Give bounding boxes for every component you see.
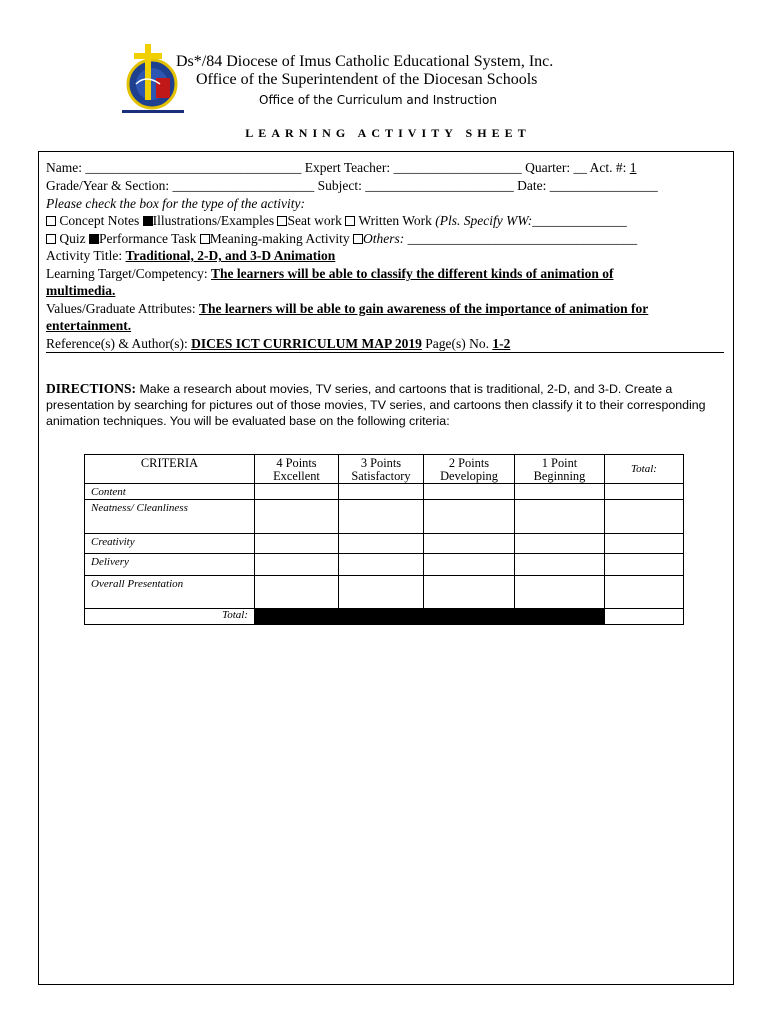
table-row [85,534,684,554]
rubric-table [84,454,684,625]
directions [46,381,726,429]
subject-label: Subject: [317,178,362,193]
points-2-label: 2 Points [448,456,490,470]
form-row-grade [46,177,658,194]
directions-text: Make a research about movies, TV series, and cartoons that is traditional, 2-D, and 3-D. Create a presentation by searching for pictures out of those movies, TV series, and cartoons then classify it to their corresponding animation techniques. You will be evaluated base on the following criteria: [46,382,706,428]
header-suboffice: Office of the Curriculum and Instruction [259,93,497,107]
table-total-row [85,609,684,625]
concept-notes-label: Concept Notes [59,213,140,228]
points-4-level: Excellent [273,469,320,483]
illustrations-checkbox[interactable] [143,216,153,226]
performance-task-checkbox[interactable] [89,234,99,244]
section-divider [46,352,724,353]
seat-work-label: Seat work [287,213,342,228]
check-instruction: Please check the box for the type of the activity: [46,196,306,211]
learning-target-label: Learning Target/Competency: [46,266,208,281]
meaning-making-label: Meaning-making Activity [209,231,350,246]
total-cell[interactable] [605,534,684,554]
date-field[interactable]: ________________ [549,178,658,193]
activity-type-row-2 [46,230,637,247]
values-continued: entertainment. [46,318,132,333]
expert-teacher-field[interactable]: ___________________ [393,160,522,175]
values-row [46,300,648,317]
others-field[interactable]: __________________________________ [407,231,638,246]
score-cell[interactable] [515,484,605,500]
expert-teacher-label: Expert Teacher: [304,160,391,175]
criterion-overall: Overall Presentation [85,576,255,609]
values-value: The learners will be able to gain awareness of the importance of animation for [198,301,649,316]
pages-label: Page(s) No. [425,336,489,351]
table-row [85,484,684,500]
points-1-header [515,455,605,484]
diocese-logo [116,40,196,120]
score-cell[interactable] [255,576,339,609]
criterion-neatness: Neatness/ Cleanliness [85,500,255,534]
date-label: Date: [517,178,547,193]
total-header: Total: [605,455,684,484]
table-row [85,554,684,576]
points-2-header [424,455,515,484]
score-cell[interactable] [339,554,424,576]
grand-total-label: Total: [85,609,255,625]
score-cell[interactable] [339,534,424,554]
directions-label: DIRECTIONS: [46,381,137,396]
activity-title-row [46,247,335,264]
grand-total-cell[interactable] [605,609,684,625]
blacked-out-cell [255,609,605,625]
header-office: Office of the Superintendent of the Diocesan Schools [196,71,538,88]
table-row [85,576,684,609]
score-cell[interactable] [255,484,339,500]
learning-target-continued: multimedia. [46,283,116,298]
performance-task-label: Performance Task [99,231,197,246]
score-cell[interactable] [424,500,515,534]
score-cell[interactable] [515,534,605,554]
reference-value: DICES ICT CURRICULUM MAP 2019 [191,336,422,351]
act-number-value: 1 [629,160,637,175]
illustrations-label: Illustrations/Examples [152,213,275,228]
activity-type-row-1 [46,212,627,229]
quiz-checkbox[interactable] [46,234,56,244]
criterion-content: Content [85,484,255,500]
criterion-creativity: Creativity [85,534,255,554]
activity-title-label: Activity Title: [46,248,123,263]
subject-field[interactable]: ______________________ [365,178,514,193]
points-3-level: Satisfactory [351,469,411,483]
points-4-label: 4 Points [276,456,317,470]
points-3-header [339,455,424,484]
points-4-header [255,455,339,484]
others-checkbox[interactable] [353,234,363,244]
score-cell[interactable] [255,534,339,554]
score-cell[interactable] [339,500,424,534]
activity-title-value: Traditional, 2-D, and 3-D Animation [125,248,336,263]
total-cell[interactable] [605,484,684,500]
values-label: Values/Graduate Attributes: [46,301,196,316]
written-work-checkbox[interactable] [345,216,355,226]
concept-notes-checkbox[interactable] [46,216,56,226]
points-2-level: Developing [440,469,498,483]
seat-work-checkbox[interactable] [277,216,287,226]
name-label: Name: [46,160,82,175]
header-organization: Ds*/84 Diocese of Imus Catholic Educational System, Inc. [176,53,554,70]
score-cell[interactable] [255,500,339,534]
pages-value: 1-2 [492,336,511,351]
criterion-delivery: Delivery [85,554,255,576]
points-1-label: 1 Point [541,456,578,470]
form-row-name [46,159,637,176]
learning-target-row [46,265,614,282]
score-cell[interactable] [424,576,515,609]
score-cell[interactable] [424,484,515,500]
learning-target-value: The learners will be able to classify the different kinds of animation of [211,266,614,281]
grade-field[interactable]: _____________________ [172,178,315,193]
others-label: Others: [363,231,405,246]
total-cell[interactable] [605,554,684,576]
points-3-label: 3 Points [360,456,402,470]
written-work-label: Written Work [358,213,432,228]
total-cell[interactable] [605,500,684,534]
grade-label: Grade/Year & Section: [46,178,170,193]
points-1-level: Beginning [533,469,586,483]
quiz-label: Quiz [59,231,86,246]
quarter-label: Quarter: [525,160,571,175]
score-cell[interactable] [255,554,339,576]
score-cell[interactable] [515,576,605,609]
sheet-title: LEARNING ACTIVITY SHEET [245,126,531,140]
score-cell[interactable] [515,500,605,534]
quarter-field[interactable]: __ [573,160,587,175]
total-cell[interactable] [605,576,684,609]
score-cell[interactable] [424,534,515,554]
name-field[interactable]: ________________________________ [85,160,302,175]
reference-row [46,335,510,352]
score-cell[interactable] [515,554,605,576]
rubric-header-row [85,455,684,484]
reference-label: Reference(s) & Author(s): [46,336,188,351]
criteria-header: CRITERIA [85,455,255,484]
score-cell[interactable] [424,554,515,576]
score-cell[interactable] [339,576,424,609]
score-cell[interactable] [339,484,424,500]
meaning-making-checkbox[interactable] [200,234,210,244]
table-row [85,500,684,534]
act-number-label: Act. #: [589,160,627,175]
written-work-specify[interactable]: (Pls. Specify WW:______________ [435,213,627,228]
